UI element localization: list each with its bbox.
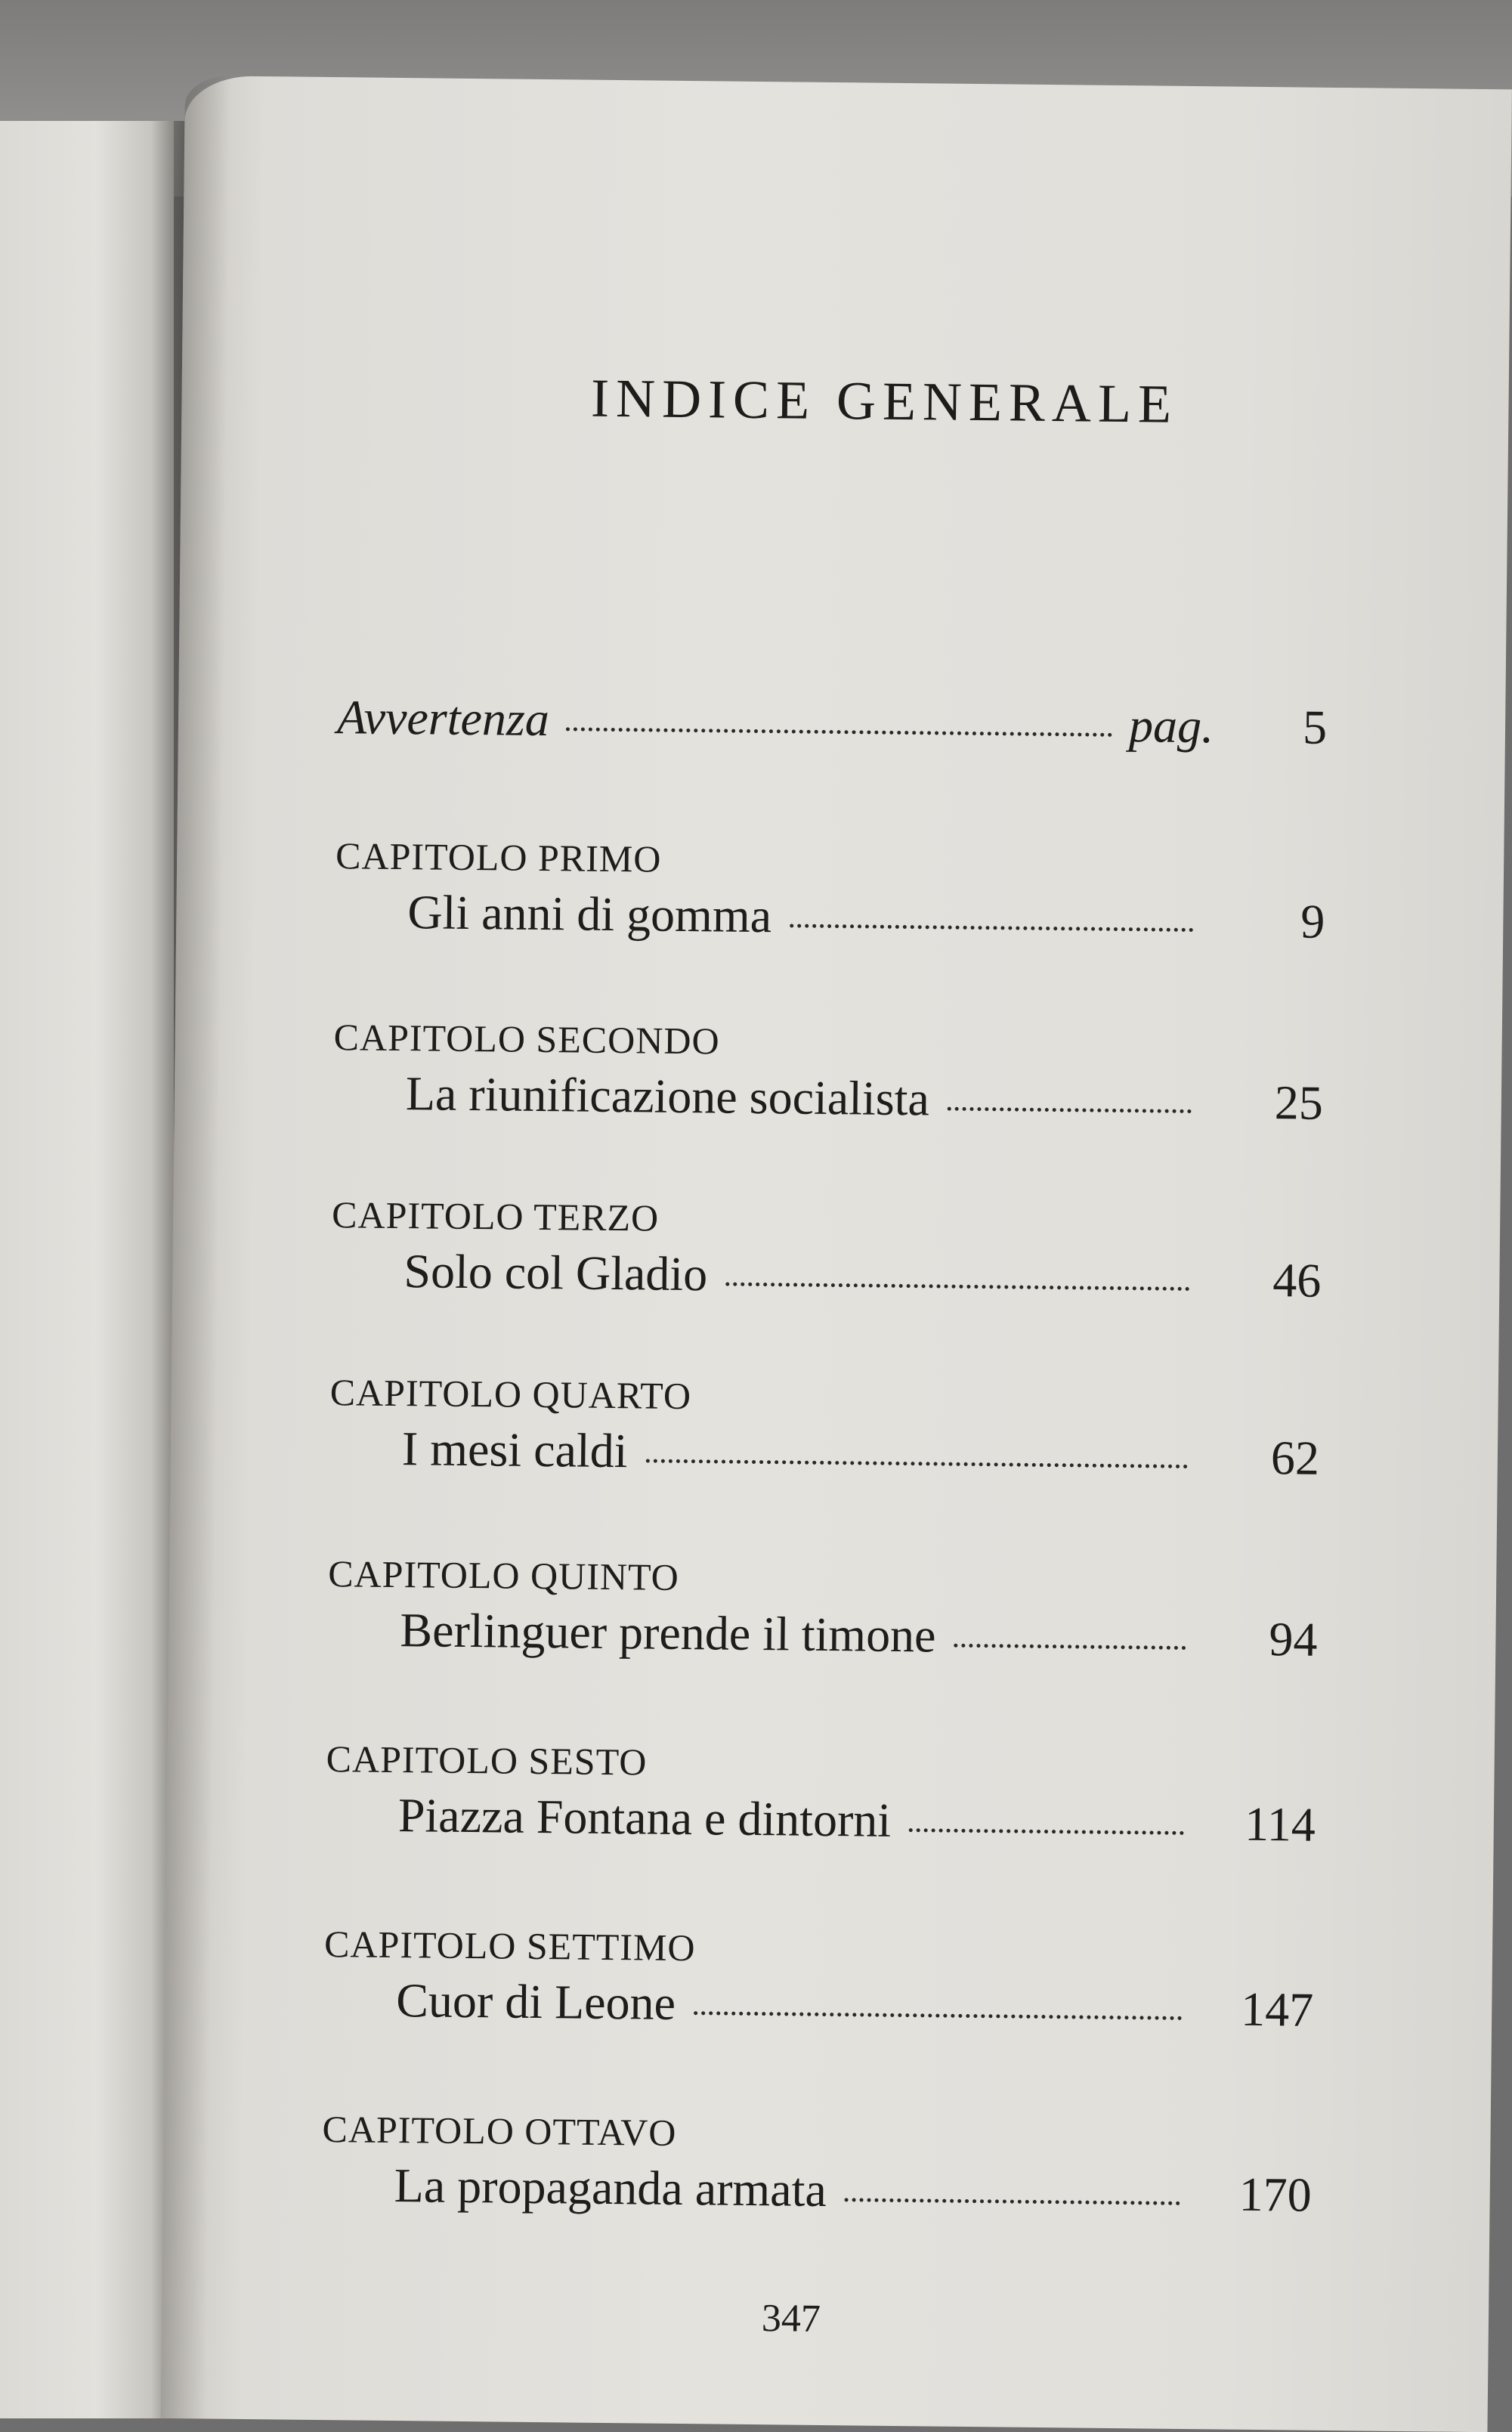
dot-leader: [645, 1459, 1187, 1468]
chapter-title: Solo col Gladio: [404, 1244, 708, 1301]
toc-entry: [325, 1736, 1316, 1855]
previous-page-edge: [0, 121, 174, 2418]
page-folio-number: 347: [761, 2297, 821, 2341]
chapter-title: La propaganda armata: [394, 2158, 827, 2217]
chapter-title: I mesi caldi: [401, 1422, 628, 1478]
dot-leader: [694, 2011, 1182, 2020]
chapter-heading: CAPITOLO TERZO: [331, 1193, 660, 1239]
chapter-heading: CAPITOLO SETTIMO: [323, 1923, 696, 1969]
chapter-line: [394, 2155, 1312, 2226]
toc-entry: [321, 2106, 1312, 2226]
toc-entry: [332, 1014, 1323, 1134]
toc-entry: [331, 1192, 1322, 1311]
toc-entry: [323, 1921, 1314, 2041]
chapter-line: [405, 1063, 1323, 1134]
dot-leader: [845, 2198, 1180, 2205]
chapter-heading: CAPITOLO SESTO: [326, 1737, 648, 1784]
chapter-line: [402, 1419, 1320, 1489]
chapter-line: [396, 1970, 1314, 2041]
chapter-title: La riunificazione socialista: [405, 1066, 930, 1126]
dot-leader: [909, 1828, 1184, 1835]
toc-entry: [329, 1369, 1320, 1489]
page-number: 25: [1274, 1075, 1324, 1130]
page-number: 170: [1238, 2167, 1313, 2222]
page-number: 94: [1269, 1612, 1318, 1666]
chapter-heading: CAPITOLO PRIMO: [335, 834, 662, 880]
page-number: 9: [1300, 894, 1325, 948]
chapter-line: [404, 1241, 1322, 1311]
page-number: 62: [1270, 1431, 1320, 1485]
dot-leader: [566, 727, 1112, 737]
dot-leader: [790, 924, 1193, 932]
chapter-line: [400, 1600, 1318, 1670]
chapter-title: Berlinguer prende il timone: [400, 1603, 936, 1663]
chapter-heading: CAPITOLO OTTAVO: [322, 2108, 677, 2154]
chapter-line: [397, 1785, 1316, 1855]
dot-leader: [948, 1107, 1192, 1113]
page-number: 114: [1244, 1796, 1316, 1852]
page-number: 5: [1302, 700, 1328, 754]
chapter-title: Gli anni di gomma: [407, 885, 772, 943]
chapter-heading: CAPITOLO QUARTO: [329, 1371, 692, 1418]
page-title: INDICE GENERALE: [590, 367, 1179, 435]
dot-leader: [954, 1644, 1186, 1650]
chapter-title: Piazza Fontana e dintorni: [397, 1788, 892, 1847]
chapter-line: [407, 882, 1325, 952]
page-number: 147: [1240, 1982, 1314, 2037]
pag-label: pag.: [1128, 698, 1214, 753]
chapter-title: Cuor di Leone: [395, 1973, 676, 2030]
toc-entry: [335, 833, 1325, 952]
intro-label: Avvertenza: [336, 690, 550, 747]
index-page: [161, 76, 1512, 2432]
chapter-heading: CAPITOLO SECONDO: [333, 1016, 720, 1063]
dot-leader: [725, 1283, 1189, 1291]
chapter-heading: CAPITOLO QUINTO: [327, 1552, 680, 1598]
page-number: 46: [1272, 1253, 1322, 1307]
toc-entry-intro: [337, 689, 1328, 756]
toc-entry: [327, 1551, 1318, 1670]
